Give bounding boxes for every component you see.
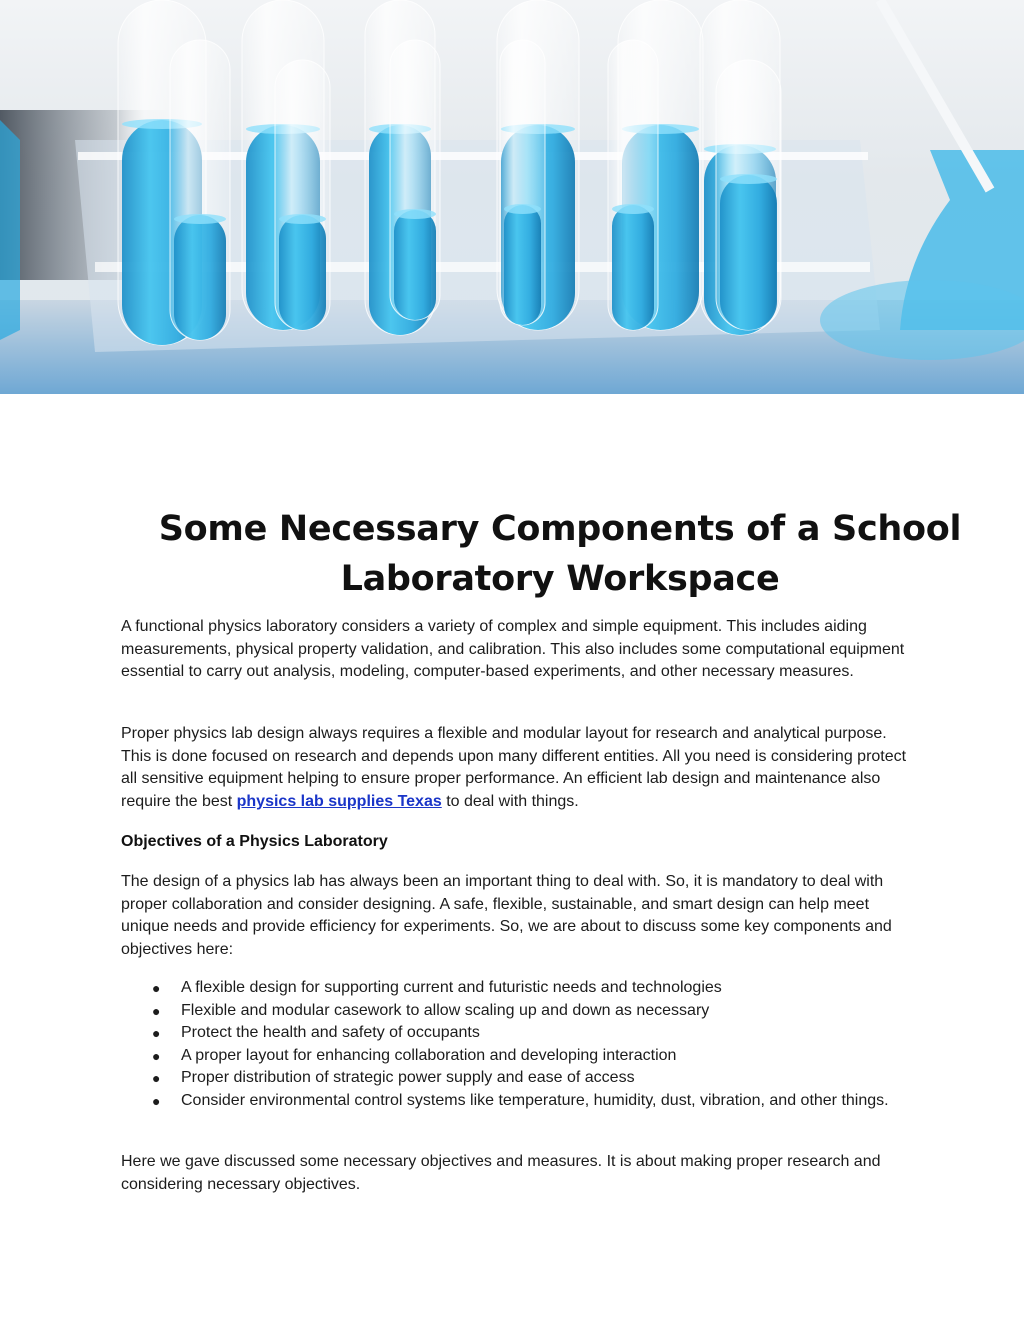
- list-item-text: Protect the health and safety of occupants: [181, 1024, 480, 1042]
- list-item: [121, 1000, 911, 1023]
- bullet-icon: ●: [152, 1047, 161, 1064]
- list-item-text: Proper distribution of strategic power supply and ease of access: [181, 1069, 635, 1087]
- bullet-icon: ●: [152, 1092, 161, 1109]
- list-item: [121, 1045, 911, 1068]
- bullet-icon: ●: [152, 1025, 161, 1042]
- paragraph-objectives: The design of a physics lab has always been an important thing to deal with. So, it is mandatory to deal with proper collaboration and consider designing. A safe, flexible, sustainable, and smart design can help meet unique needs and provide efficiency for experiments. So, we are about to discuss some key components and objectives here:: [121, 873, 892, 958]
- paragraph-conclusion: Here we gave discussed some necessary objectives and measures. It is about making proper research and considering necessary objectives.: [121, 1153, 881, 1193]
- list-item: [121, 1022, 911, 1045]
- objectives-list: [121, 977, 911, 1113]
- paragraph-intro: A functional physics laboratory considers a variety of complex and simple equipment. This includes aiding measurements, physical property validation, and calibration. This also includes some computational equipment essential to carry out analysis, modeling, computer-based experiments, and other necessary measures.: [121, 618, 905, 681]
- objectives-heading: Objectives of a Physics Laboratory: [121, 833, 388, 850]
- list-item-text: A flexible design for supporting current and futuristic needs and technologies: [181, 979, 722, 996]
- bullet-icon: ●: [152, 1070, 161, 1087]
- paragraph-design: [121, 723, 911, 813]
- paragraph-design-tail: to deal with things.: [441, 792, 579, 810]
- bullet-icon: ●: [152, 1002, 161, 1019]
- hero-image: [0, 0, 1024, 394]
- list-item: [121, 1090, 911, 1113]
- physics-lab-supplies-link[interactable]: physics lab supplies Texas: [236, 792, 442, 810]
- bullet-icon: ●: [152, 980, 161, 996]
- list-item-text: A proper layout for enhancing collaboration and developing interaction: [181, 1046, 677, 1064]
- page-title: Some Necessary Components of a School Laboratory Workspace: [158, 509, 962, 599]
- test-tubes-image: [0, 0, 1024, 394]
- list-item: [121, 1067, 911, 1090]
- list-item: [121, 977, 911, 1000]
- paragraph-design-text: Proper physics lab design always requires a flexible and modular layout for research and analytical purpose. This is done focused on research and depends upon many different entities. All you need is considering protect all sensitive equipment helping to ensure proper performance. An efficient lab design and maintenance also require the best: [121, 725, 907, 810]
- list-item-text: Flexible and modular casework to allow scaling up and down as necessary: [181, 1001, 710, 1019]
- list-item-text: Consider environmental control systems like temperature, humidity, dust, vibration, and other things.: [181, 1091, 889, 1109]
